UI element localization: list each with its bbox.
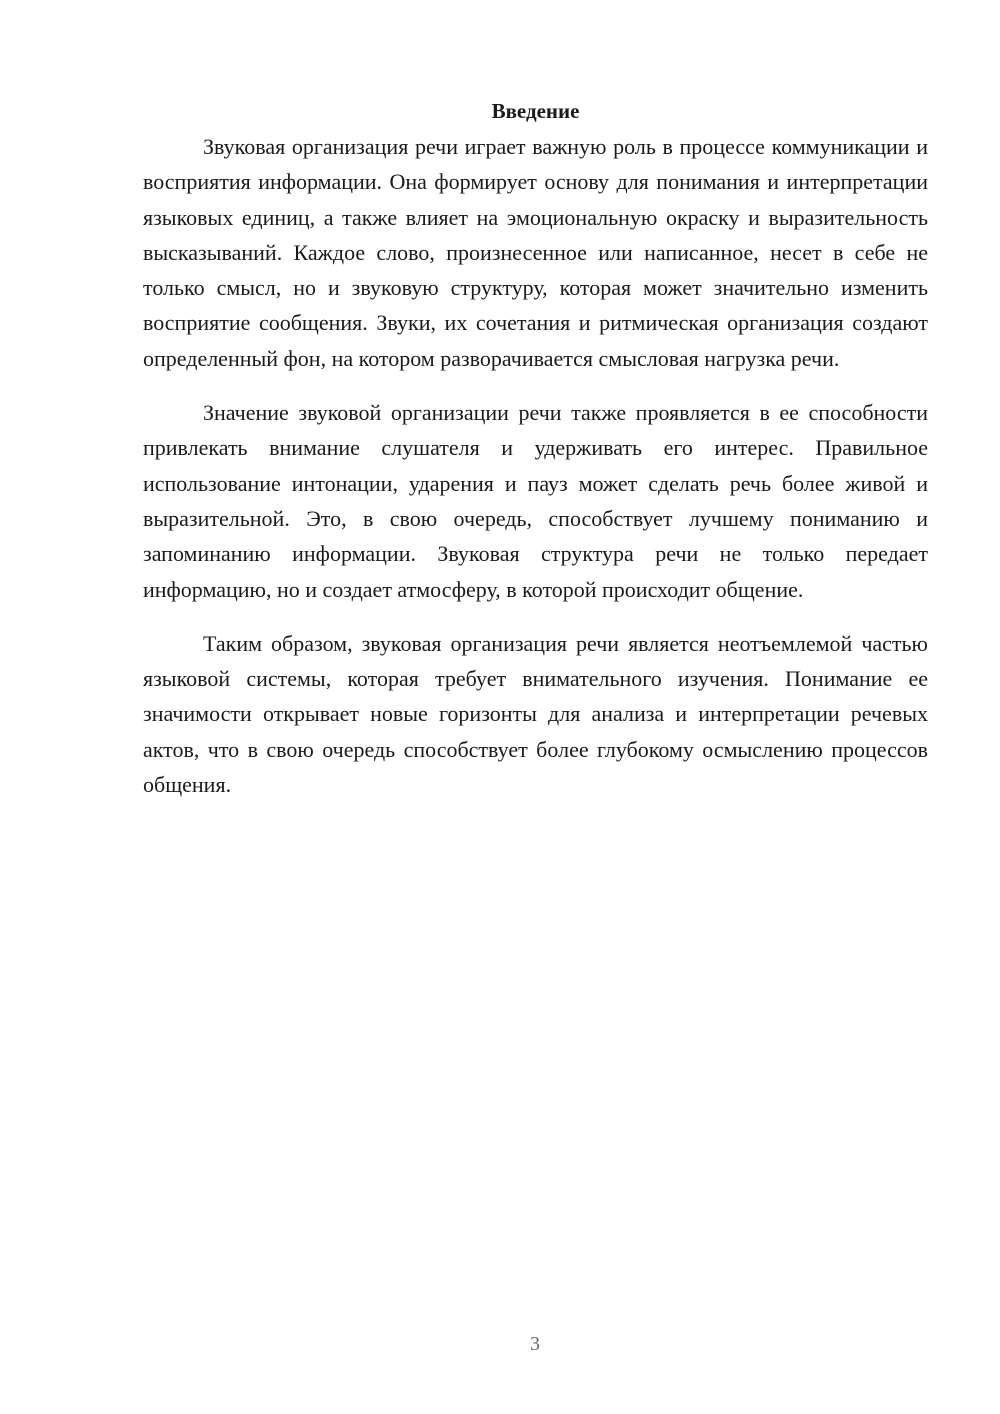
page-number: 3	[530, 1333, 540, 1355]
page-content	[143, 94, 928, 821]
section-heading: Введение	[491, 99, 580, 123]
paragraph-2: Значение звуковой организации речи также проявляется в ее способности привлекать внимание слушателя и удерживать его интерес. Правильное использование интонации, ударения и пауз может сделать речь более живой и выразительной. Это, в свою очередь, способствует лучшему пониманию и запоминанию информации. Звуковая структура речи не только передает информацию, но и создает атмосферу, в которой происходит общение.	[143, 400, 928, 602]
paragraph-1: Звуковая организация речи играет важную роль в процессе коммуникации и восприятия информации. Она формирует основу для понимания и интерпретации языковых единиц, а также влияет на эмоциональную окраску и выразительность высказываний. Каждое слово, произнесенное или написанное, несет в себе не только смысл, но и звуковую структуру, которая может значительно изменить восприятие сообщения. Звуки, их сочетания и ритмическая организация создают определенный фон, на котором разворачивается смысловая нагрузка речи.	[143, 134, 928, 371]
paragraph-3: Таким образом, звуковая организация речи является неотъемлемой частью языковой системы, которая требует внимательного изучения. Понимание ее значимости открывает новые горизонты для анализа и интерпретации речевых актов, что в свою очередь способствует более глубокому осмыслению процессов общения.	[143, 630, 928, 798]
